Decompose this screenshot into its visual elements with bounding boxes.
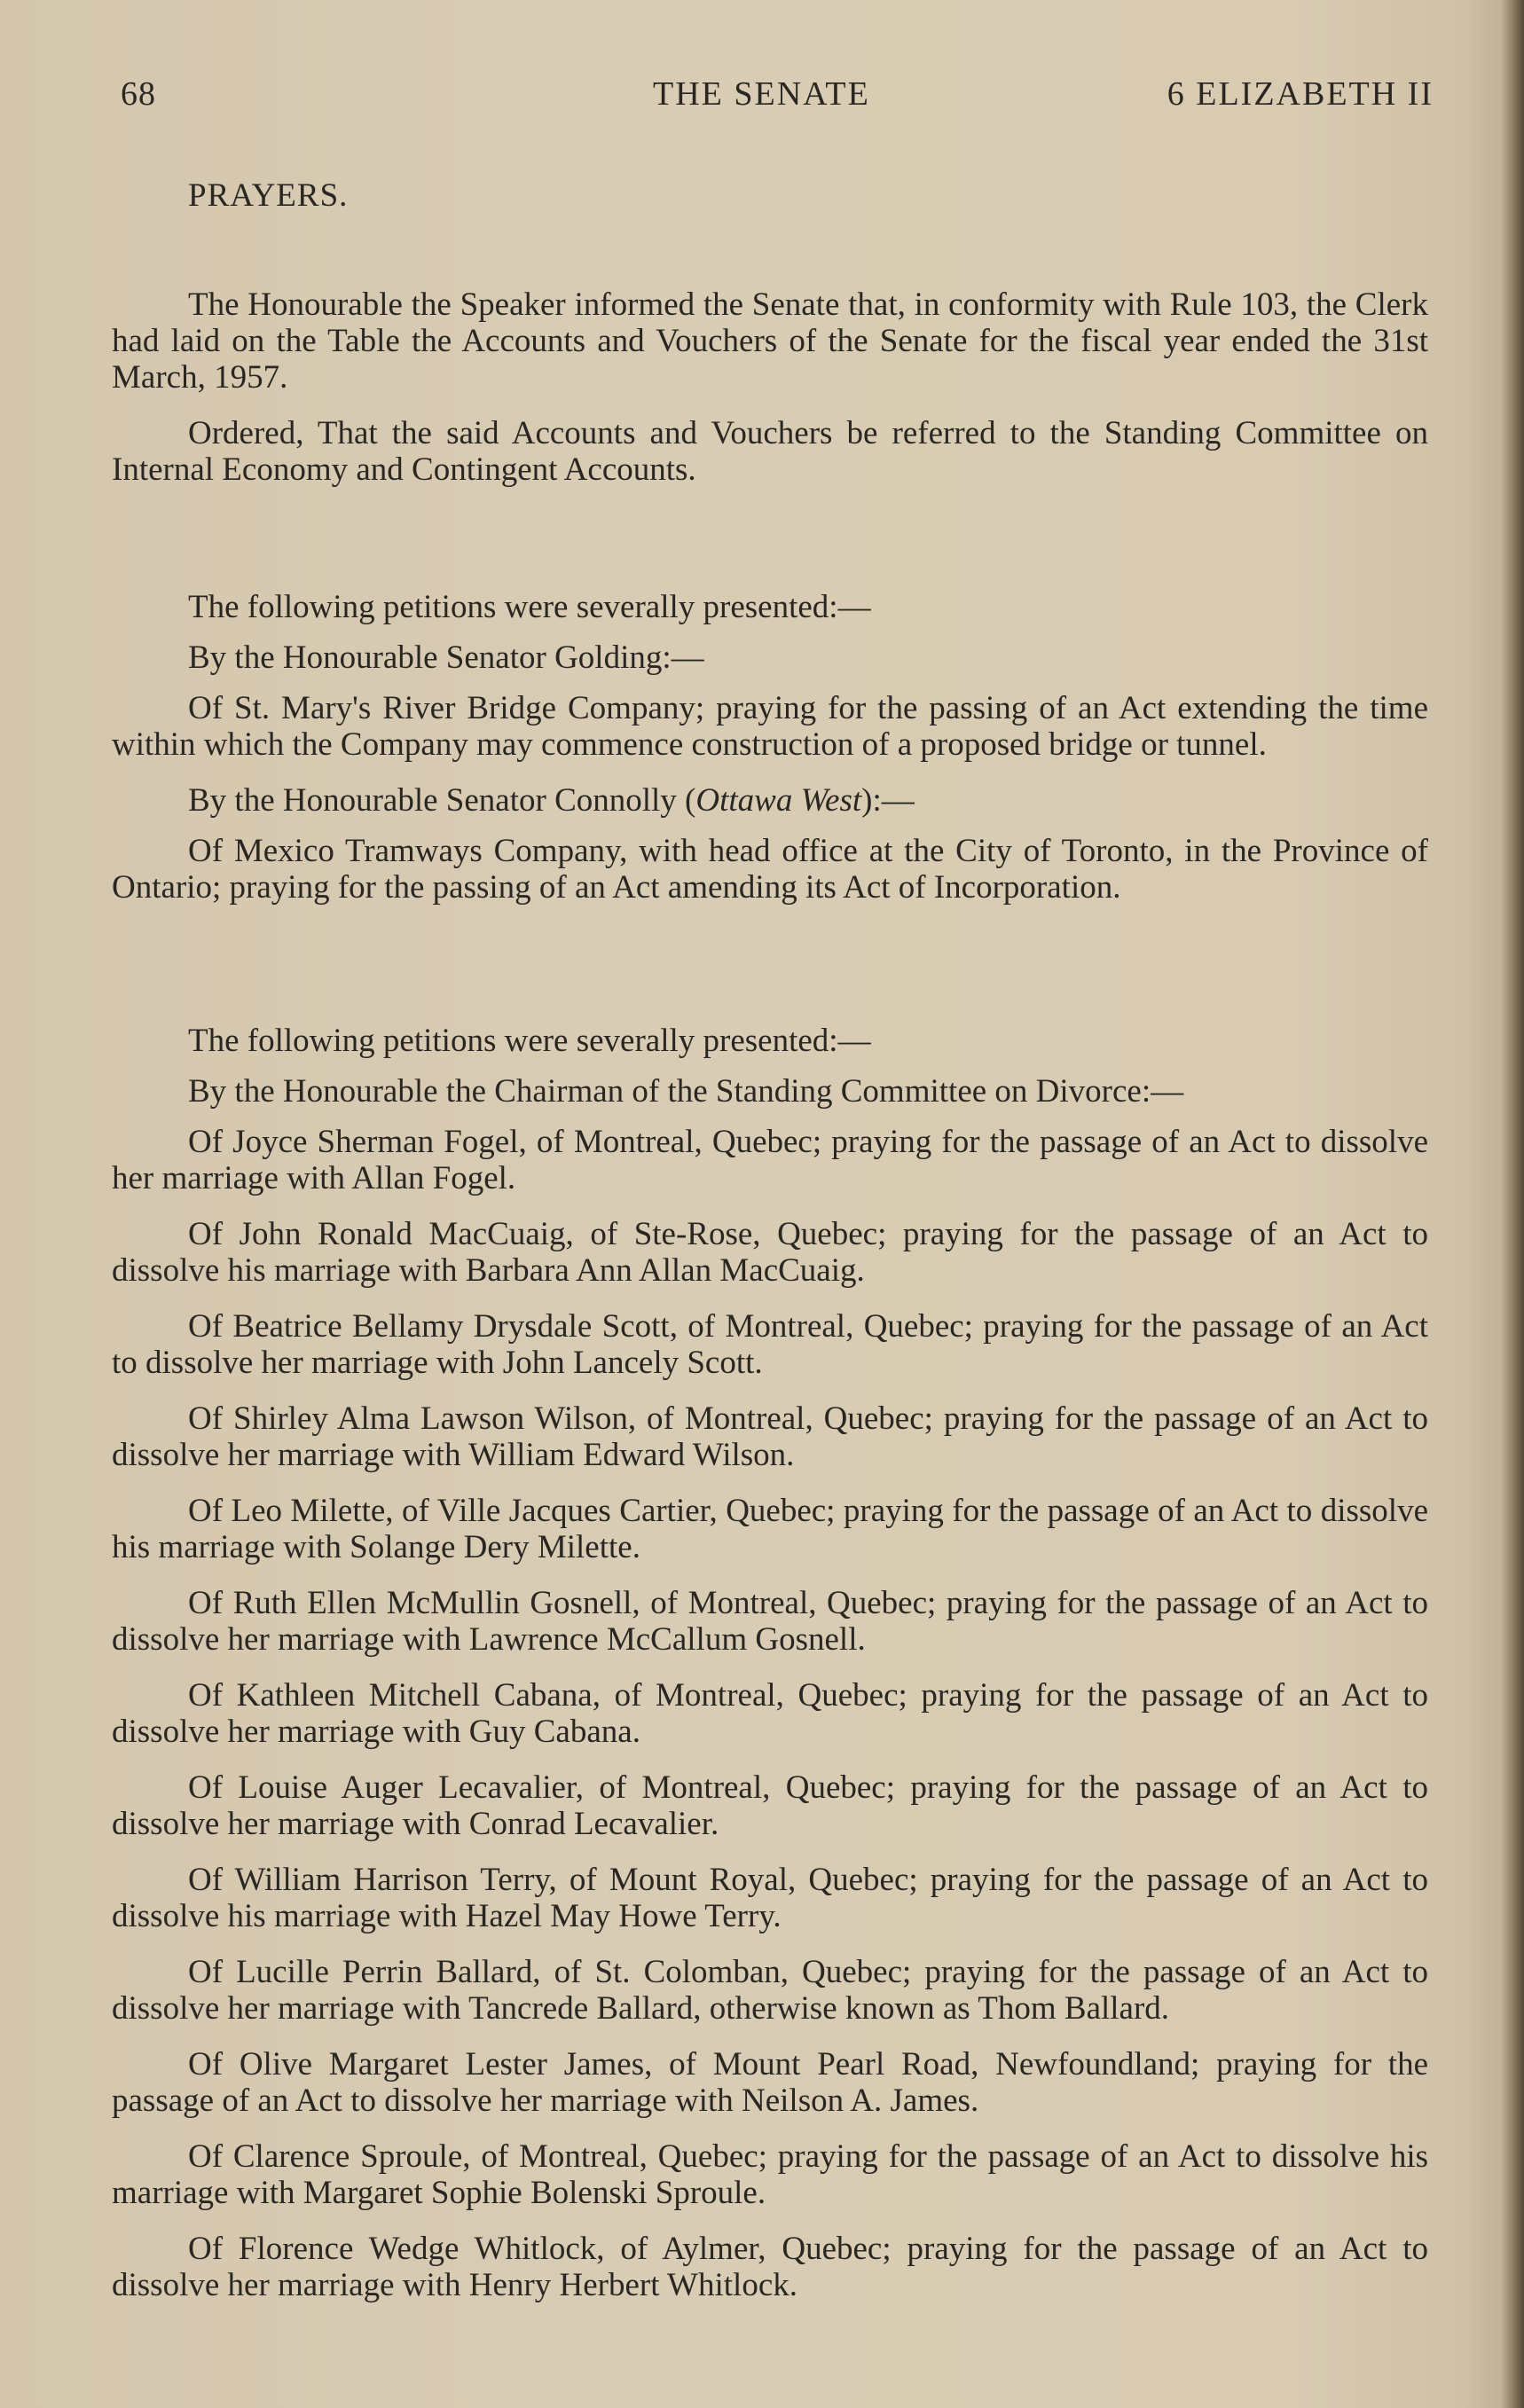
page-body (112, 177, 1428, 2323)
petition-item: Of Lucille Perrin Ballard, of St. Colomban, Quebec; praying for the passage of an Act to dissolve her marriage with Tancrede Ballard, otherwise known as Thom Ballard. (112, 1954, 1428, 2027)
running-title: THE SENATE (653, 75, 870, 113)
petition-item: Of St. Mary's River Bridge Company; praying for the passing of an Act extending the time within which the Company may commence construction of a proposed bridge or tunnel. (112, 690, 1428, 763)
petition-item: Of Leo Milette, of Ville Jacques Cartier, Quebec; praying for the passage of an Act to dissolve his marriage with Solange Dery Milette. (112, 1493, 1428, 1565)
petition-item: Of Louise Auger Lecavalier, of Montreal, Quebec; praying for the passage of an Act to dissolve her marriage with Conrad Lecavalier. (112, 1769, 1428, 1842)
page-edge-shadow (1501, 0, 1524, 2408)
accounts-order-paragraph: Ordered, That the said Accounts and Vouchers be referred to the Standing Committee on Internal Economy and Contingent Accounts. (112, 415, 1428, 488)
petition-item: Of William Harrison Terry, of Mount Royal, Quebec; praying for the passage of an Act to dissolve his marriage with Hazel May Howe Terry. (112, 1862, 1428, 1934)
petition-item: Of Shirley Alma Lawson Wilson, of Montreal, Quebec; praying for the passage of an Act to dissolve her marriage with William Edward Wilson. (112, 1400, 1428, 1473)
connolly-label: By the Honourable Senator Connolly ( (188, 782, 696, 819)
connolly-riding: Ottawa West (695, 782, 862, 819)
petition-item: Of Clarence Sproule, of Montreal, Quebec; praying for the passage of an Act to dissolve his marriage with Margaret Sophie Bolenski Sproule. (112, 2138, 1428, 2211)
petitions-by-chairman: By the Honourable the Chairman of the Standing Committee on Divorce:— (188, 1073, 1184, 1110)
petition-item: Of Olive Margaret Lester James, of Mount Pearl Road, Newfoundland; praying for the passage of an Act to dissolve her marriage with Neilson A. James. (112, 2046, 1428, 2119)
accounts-paragraph: The Honourable the Speaker informed the Senate that, in conformity with Rule 103, the Clerk had laid on the Table the Accounts and Vouchers of the Senate for the fiscal year ended the 31st March, 1957. (112, 286, 1428, 396)
petition-item: Of Kathleen Mitchell Cabana, of Montreal, Quebec; praying for the passage of an Act to dissolve her marriage with Guy Cabana. (112, 1677, 1428, 1750)
page-number: 68 (121, 75, 156, 113)
petitions-intro: The following petitions were severally presented:— (188, 1023, 871, 1059)
petitions-by-golding: By the Honourable Senator Golding:— (188, 639, 704, 676)
petitions-intro: The following petitions were severally presented:— (188, 589, 871, 625)
connolly-suffix: ):— (861, 782, 915, 819)
section-gap (112, 507, 1428, 589)
petition-item: Of Mexico Tramways Company, with head office at the City of Toronto, in the Province of Ontario; praying for the passing of an Act amending its Act of Incorporation. (112, 833, 1428, 906)
petition-item: Of John Ronald MacCuaig, of Ste-Rose, Quebec; praying for the passage of an Act to dissolve his marriage with Barbara Ann Allan MacCuaig. (112, 1216, 1428, 1289)
petition-item: Of Joyce Sherman Fogel, of Montreal, Quebec; praying for the passage of an Act to dissolve her marriage with Allan Fogel. (112, 1124, 1428, 1196)
petition-item: Of Ruth Ellen McMullin Gosnell, of Montreal, Quebec; praying for the passage of an Act to dissolve her marriage with Lawrence McCallum Gosnell. (112, 1585, 1428, 1658)
regnal-year: 6 ELIZABETH II (1167, 75, 1434, 113)
page-header (121, 75, 1434, 119)
section-gap (112, 925, 1428, 1023)
petition-item: Of Beatrice Bellamy Drysdale Scott, of Montreal, Quebec; praying for the passage of an Act to dissolve her marriage with John Lancely Scott. (112, 1308, 1428, 1381)
petition-item: Of Florence Wedge Whitlock, of Aylmer, Quebec; praying for the passage of an Act to dissolve her marriage with Henry Herbert Whitlock. (112, 2231, 1428, 2303)
petitions-by-connolly (112, 782, 1428, 819)
prayers-heading: PRAYERS. (188, 177, 349, 214)
